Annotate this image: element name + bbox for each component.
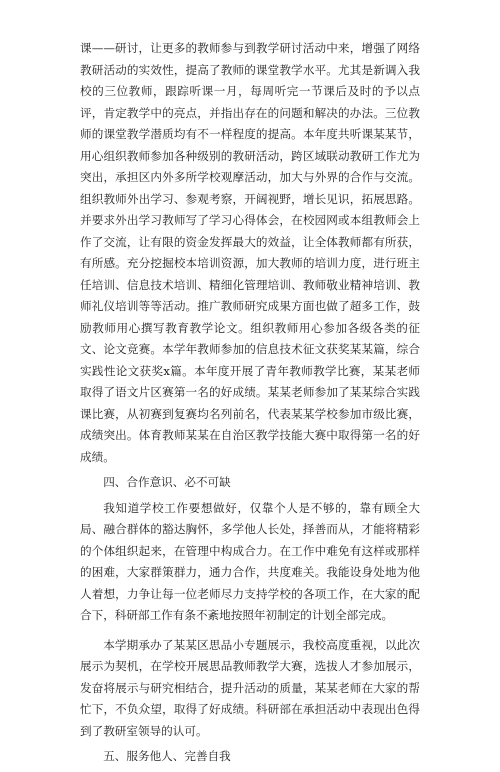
paragraph-continuation: 课——研讨，让更多的教师参与到教学研讨活动中来，增强了网络教研活动的实效性，提高了教师的课堂教学水平。尤其是新调入我校的三位教师，跟踪听课一月，每周听完一节课后及时的予以点评，肯定教学中的亮点，并指出存在的问题和解决的办法。三位教师的课堂教学潜质均有不一样程度的提高。本年度共听课某某节，用心组织教师参加各种级别的教研活动，跨区域联动教研工作尤为突出，承担区内外多所学校观摩活动，加大与外界的合作与交流。组织教师外出学习、参观考察，开阔视野，增长见识，拓展思路。并要求外出学习教师写了学习心得体会，在校园网或本组教师会上作了交流，让有限的资金发挥最大的效益，让全体教师都有所获，有所感。充分挖掘校本培训资源，加大教师的培训力度，进行班主任培训、信息技术培训、精细化管理培训、教师敬业精神培训、教师礼仪培训等等活动。推广教师研究成果方面也做了超多工作，鼓励教师用心撰写教育教学论文。组织教师用心参加各级各类的征文、论文竞赛。本学年教师参加的信息技术征文获奖某某篇，综合实践性论文获奖x篇。本年度开展了青年教师教学比赛，某某老师取得了语文片区赛第一名的好成绩。某某老师参加了某某综合实践课比赛，从初赛到复赛均名列前名，代表某某学校参加市级比赛，成绩突出。体育教师某某在自治区教学技能大赛中取得第一名的好成绩。 <box>80 41 420 464</box>
section-heading-5: 五、服务他人、完善自我 <box>103 749 231 763</box>
paragraph-exhibition: 本学期承办了某某区思品小专题展示，我校高度重视，以此次展示为契机，在学校开展思品教师教学大赛，选拔人才参加展示，发奋将展示与研究相结合，提升活动的质量，某某老师在大家的帮忙下，不负众望，取得了好成绩。科研部在承担活动中表现出色得到了教研室领导的认可。 <box>80 637 420 738</box>
paragraph-cooperation: 我知道学校工作要想做好，仅靠个人是不够的，靠有顾全大局、融合群体的豁达胸怀，多学他人长处，择善而从，才能将精彩的个体组织起来，在管理中构成合力。在工作中难免有这样或那样的困难，大家群策群力，通力合作，共度难关。我能设身处地为他人着想，力争让每一位老师尽力支持学校的各项工作，在大家的配合下，科研部工作有条不紊地按照年初制定的计划全部完成。 <box>80 500 420 622</box>
document-body <box>80 38 420 772</box>
section-heading-4: 四、合作意识、必不可缺 <box>103 475 231 489</box>
